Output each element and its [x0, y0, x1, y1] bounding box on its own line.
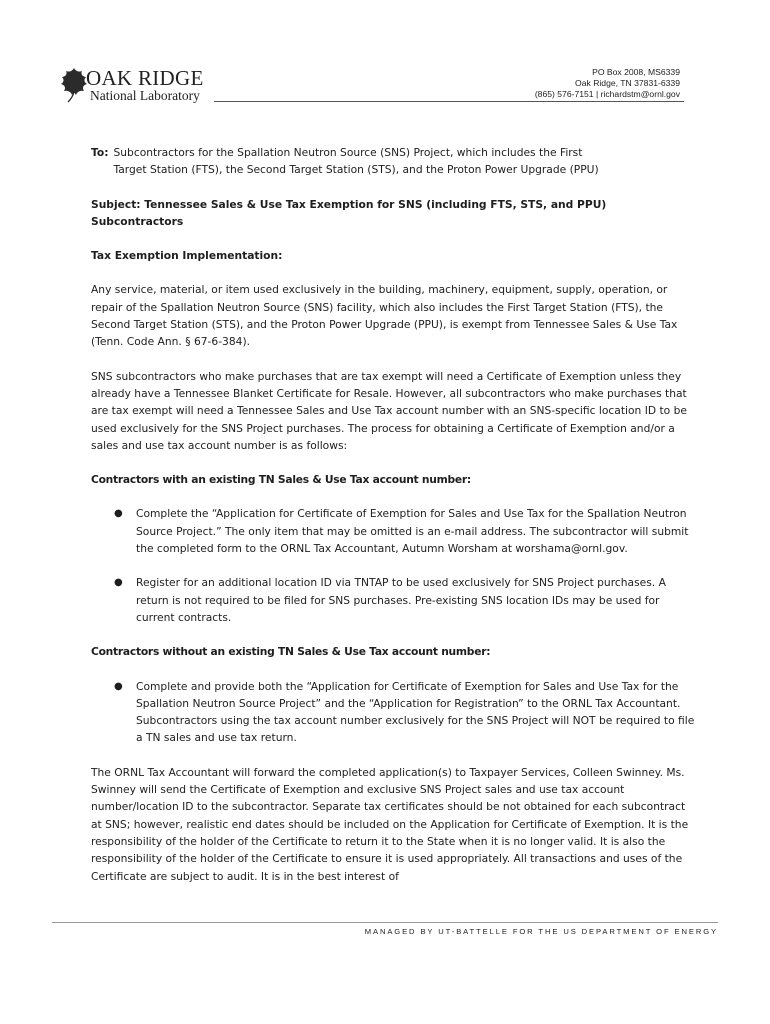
bullet-icon: ●	[114, 577, 123, 589]
address-line: Oak Ridge, TN 37831-6339	[575, 78, 680, 88]
header-rule	[214, 101, 684, 102]
list-item-text: Complete and provide both the “Application for Certificate of Exemption for Sales and Use Tax for the Spallation Neutron Source Project” and the “Application for Registration” to the ORNL Tax Accountant. Subcontractors using the tax account number exclusively for the SNS Project will NOT be required to file a TN sales and use tax return.	[136, 679, 695, 745]
bullet-icon: ●	[114, 680, 123, 692]
list-item-text: Complete the “Application for Certificate of Exemption for Sales and Use Tax for the Spallation Neutron Source Project.” The only item that may be omitted is an e-mail address. The subcontractor will submit the completed form to the ORNL Tax Accountant, Autumn Worsham at worshama@ornl.gov.	[136, 507, 689, 556]
section-heading-existing: Contractors with an existing TN Sales & Use Tax account number:	[91, 473, 471, 487]
bullet-list-existing	[91, 505, 696, 626]
list-item	[91, 505, 696, 557]
list-item	[91, 574, 696, 626]
footer-text: MANAGED BY UT-BATTELLE FOR THE US DEPARTMENT OF ENERGY	[364, 927, 718, 936]
address-line: PO Box 2008, MS6339	[592, 67, 680, 77]
list-item	[91, 678, 696, 747]
list-item-text: Register for an additional location ID via TNTAP to be used exclusively for SNS Project purchases. A return is not required to be filed for SNS purchases. Pre-existing SNS location IDs may be used for current contracts.	[136, 576, 666, 624]
to-line: Target Station (FTS), the Second Target Station (STS), and the Proton Power Upgrade (PPU)	[113, 163, 599, 177]
contact-line: (865) 576-7151 | richardstm@ornl.gov	[534, 89, 680, 99]
section-heading-without: Contractors without an existing TN Sales & Use Tax account number:	[91, 645, 491, 659]
oak-leaf-icon	[60, 66, 88, 104]
paragraph: SNS subcontractors who make purchases that are tax exempt will need a Certificate of Exemption unless they already have a Tennessee Blanket Certificate for Resale. However, all subcontractors who make purchases that are tax exempt will need a Tennessee Sales and Use Tax account number with an SNS-specific location ID to be used exclusively for the SNS Project purchases. The process for obtaining a Certificate of Exemption and/or a sales and use tax account number is as follows:	[91, 369, 687, 452]
address-block	[535, 67, 680, 100]
to-recipients	[114, 144, 697, 179]
letter-body	[91, 144, 696, 885]
to-line: Subcontractors for the Spallation Neutron Source (SNS) Project, which includes the First	[113, 146, 583, 159]
bullet-icon: ●	[114, 508, 123, 520]
footer-rule	[52, 922, 718, 923]
paragraph: Any service, material, or item used exclusively in the building, machinery, equipment, supply, operation, or repair of the Spallation Neutron Source (SNS) facility, which also includes the First Target Station (FTS), the Second Target Station (STS), and the Proton Power Upgrade (PPU), is exempt from Tennessee Sales & Use Tax (Tenn. Code Ann. § 67-6-384).	[91, 283, 678, 349]
section-heading-implementation: Tax Exemption Implementation:	[91, 249, 283, 263]
subject-line: Subject: Tennessee Sales & Use Tax Exemption for SNS (including FTS, STS, and PPU) Subcontractors	[91, 197, 607, 228]
logo-name: OAK RIDGE	[86, 66, 204, 90]
paragraph: The ORNL Tax Accountant will forward the completed application(s) to Taxpayer Services, Colleen Swinney. Ms. Swinney will send the Certificate of Exemption and exclusive SNS Project sales and use tax account number/location ID to the subcontractor. Separate tax certificates should be not obtained for each subcontract at SNS; however, realistic end dates should be included on the Application for Certificate of Exemption. It is the responsibility of the holder of the Certificate to return it to the State when it is no longer valid. It is also the responsibility of the holder of the Certificate to ensure it is used appropriately. All transactions and uses of the Certificate are subject to audit. It is in the best interest of	[91, 765, 689, 883]
bullet-list-without	[91, 678, 696, 747]
to-label: To:	[91, 146, 109, 159]
ornl-logo	[60, 66, 220, 108]
to-block	[91, 144, 696, 179]
logo-subtitle: National Laboratory	[90, 88, 200, 103]
